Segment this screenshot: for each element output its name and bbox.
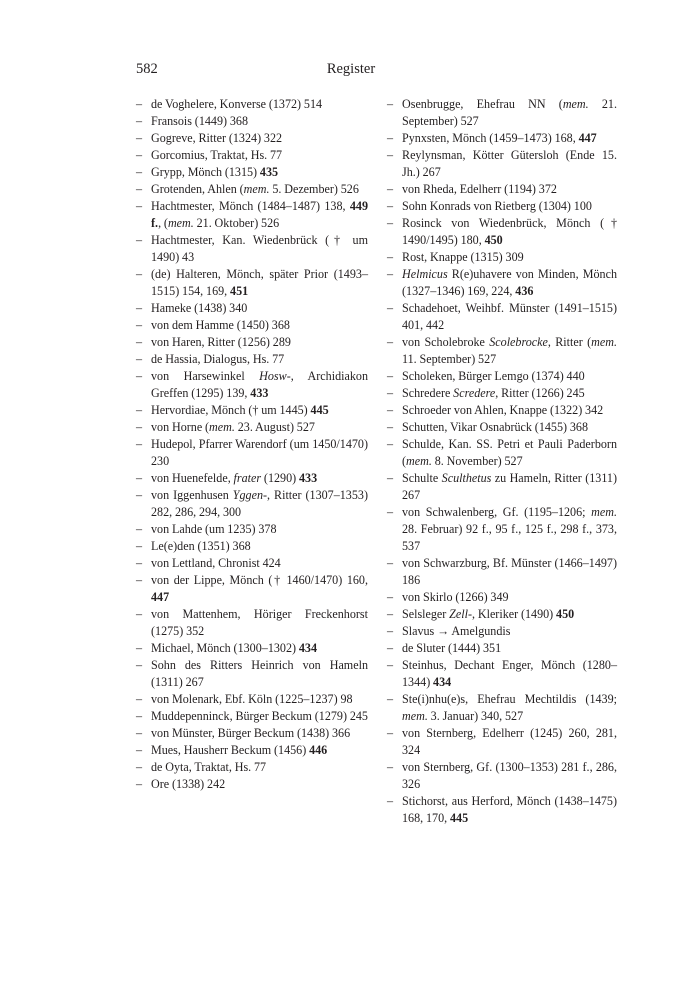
index-entry (387, 657, 617, 691)
entry-text: Schroeder von Ahlen, Knappe (1322) 342 (402, 403, 604, 417)
index-entry (387, 589, 617, 606)
entry-text: Rosinck von Wiedenbrück, Mönch († 1490/1495) 180, (402, 216, 617, 247)
index-entry (387, 640, 617, 657)
index-entry (136, 555, 368, 572)
entry-dash: – (136, 658, 143, 672)
entry-page-ref-bold: 451 (230, 284, 249, 298)
entry-text: 3. Januar) 340, 527 (427, 709, 524, 723)
entry-italic-text: Hosw- (259, 369, 291, 383)
entry-italic-text: mem. (591, 505, 617, 519)
entry-page-ref-bold: 436 (515, 284, 534, 298)
entry-page-ref-bold: 433 (250, 386, 269, 400)
entry-text: , ( (158, 216, 168, 230)
entry-text: von dem Hamme (1450) 368 (151, 318, 290, 332)
entry-dash: – (136, 573, 143, 587)
entry-dash: – (136, 488, 143, 502)
index-entry (387, 555, 617, 589)
entry-italic-text: mem. (562, 97, 589, 111)
entry-text: Mues, Hausherr Beckum (1456) (151, 743, 310, 757)
entry-dash: – (136, 369, 143, 383)
index-entry (387, 436, 617, 470)
entry-text: , Ritter (1266) 245 (495, 386, 585, 400)
entry-text: 21. September) 527 (402, 97, 617, 128)
entry-page-ref-bold: 450 (484, 233, 503, 247)
index-entry (387, 793, 617, 827)
index-entry (136, 572, 368, 606)
entry-dash: – (136, 471, 143, 485)
index-entry (136, 351, 368, 368)
entry-text: Ste(i)nhu(e)s, Ehefrau Mechtildis (1439; (402, 692, 617, 706)
entry-dash: – (387, 369, 394, 383)
entry-dash: – (387, 148, 394, 162)
entry-page-ref-bold: 450 (556, 607, 575, 621)
index-entry (136, 725, 368, 742)
index-entry (136, 232, 368, 266)
entry-text: Osenbrugge, Ehefrau NN ( (402, 97, 563, 111)
index-column-right (387, 96, 617, 827)
entry-dash: – (387, 641, 394, 655)
entry-dash: – (136, 777, 143, 791)
entry-italic-text: Yggen- (232, 488, 268, 502)
entry-text: von Mattenhem, Höriger Freckenhorst (1275) 352 (151, 607, 368, 638)
entry-dash: – (387, 131, 394, 145)
entry-text: von Sternberg, Gf. (1300–1353) 281 f., 286, 326 (402, 760, 617, 791)
index-entry (387, 385, 617, 402)
entry-dash: – (136, 743, 143, 757)
entry-dash: – (387, 403, 394, 417)
entry-dash: – (387, 420, 394, 434)
entry-text: von Lahde (um 1235) 378 (151, 522, 277, 536)
entry-dash: – (387, 624, 394, 638)
entry-dash: – (136, 335, 143, 349)
entry-text: von Iggenhusen (151, 488, 233, 502)
entry-dash: – (136, 97, 143, 111)
index-entry (136, 300, 368, 317)
index-entry (136, 368, 368, 402)
entry-dash: – (136, 641, 143, 655)
entry-text: von Münster, Bürger Beckum (1438) 366 (151, 726, 351, 740)
entry-text: Hachtmester, Kan. Wiedenbrück († um 1490) 43 (151, 233, 368, 264)
entry-text: Hudepol, Pfarrer Warendorf (um 1450/1470) 230 (151, 437, 368, 468)
entry-text: von Horne ( (151, 420, 210, 434)
entry-text: Sohn des Ritters Heinrich von Hameln (1311) 267 (151, 658, 368, 689)
entry-text: 21. Oktober) 526 (193, 216, 280, 230)
entry-text: Scholeken, Bürger Lemgo (1374) 440 (402, 369, 585, 383)
entry-dash: – (387, 386, 394, 400)
entry-dash: – (136, 420, 143, 434)
entry-italic-text: mem. (243, 182, 270, 196)
entry-dash: – (387, 301, 394, 315)
entry-italic-text: Scolebrocke (489, 335, 548, 349)
entry-text: Gogreve, Ritter (1324) 322 (151, 131, 283, 145)
index-entry (387, 130, 617, 147)
entry-dash: – (387, 250, 394, 264)
index-entry (136, 691, 368, 708)
entry-dash: – (387, 437, 394, 451)
index-entry (387, 368, 617, 385)
index-entry (136, 113, 368, 130)
entry-dash: – (136, 199, 143, 213)
entry-dash: – (387, 692, 394, 706)
entry-dash: – (136, 607, 143, 621)
index-entry (136, 759, 368, 776)
entry-text: von Haren, Ritter (1256) 289 (151, 335, 291, 349)
index-entry (387, 691, 617, 725)
index-entry (136, 130, 368, 147)
entry-text: de Oyta, Traktat, Hs. 77 (151, 760, 267, 774)
entry-text: Sohn Konrads von Rietberg (1304) 100 (402, 199, 592, 213)
entry-dash: – (387, 760, 394, 774)
entry-text: Schredere (402, 386, 454, 400)
entry-text: Schulde, Kan. SS. Petri et Pauli Paderborn ( (402, 437, 617, 468)
entry-text: Ore (1338) 242 (151, 777, 226, 791)
entry-dash: – (387, 335, 394, 349)
index-entry (387, 725, 617, 759)
entry-text: von Molenark, Ebf. Köln (1225–1237) 98 (151, 692, 353, 706)
entry-text: de Voghelere, Konverse (1372) 514 (151, 97, 323, 111)
entry-dash: – (136, 692, 143, 706)
entry-page-ref-bold: 449 f. (151, 199, 368, 230)
index-entry (136, 147, 368, 164)
entry-dash: – (136, 131, 143, 145)
entry-text: 28. Februar) 92 f., 95 f., 125 f., 298 f., 373, 537 (402, 522, 617, 553)
entry-italic-text: Helmicus (402, 267, 448, 281)
entry-dash: – (136, 539, 143, 553)
page-number: 582 (136, 61, 158, 77)
entry-text: Hameke (1438) 340 (151, 301, 248, 315)
index-entry (387, 470, 617, 504)
index-entry (136, 402, 368, 419)
index-entry (136, 436, 368, 470)
entry-text: Grypp, Mönch (1315) (151, 165, 260, 179)
entry-text: zu Hameln, Ritter (1311) 267 (402, 471, 617, 502)
entry-dash: – (387, 471, 394, 485)
entry-italic-text: Zell- (449, 607, 472, 621)
entry-dash: – (387, 590, 394, 604)
entry-dash: – (136, 437, 143, 451)
page-header (136, 61, 566, 81)
entry-italic-text: Sculthetus (441, 471, 492, 485)
entry-text: von Schwarzburg, Bf. Münster (1466–1497) 186 (402, 556, 617, 587)
entry-text: Muddepenninck, Bürger Beckum (1279) 245 (151, 709, 368, 723)
entry-dash: – (136, 233, 143, 247)
entry-italic-text: mem. (591, 335, 617, 349)
entry-text: von Schwalenberg, Gf. (1195–1206; (402, 505, 592, 519)
entry-page-ref-bold: 435 (259, 165, 279, 179)
entry-text: 8. November) 527 (431, 454, 523, 468)
entry-text: de Sluter (1444) 351 (402, 641, 502, 655)
index-entry (136, 640, 368, 657)
entry-dash: – (136, 709, 143, 723)
entry-dash: – (387, 267, 394, 281)
entry-dash: – (387, 794, 394, 808)
entry-text: , Archidiakon Greffen (1295) 139, (151, 369, 369, 400)
entry-page-ref-bold: 447 (578, 131, 597, 145)
index-entry (136, 198, 368, 232)
entry-dash: – (136, 352, 143, 366)
entry-page-ref-bold: 434 (433, 675, 452, 689)
entry-italic-text: mem. (167, 216, 194, 230)
entry-dash: – (387, 97, 394, 111)
index-entry (387, 334, 617, 368)
entry-text: von Harsewinkel (151, 369, 260, 383)
entry-dash: – (136, 267, 143, 281)
entry-dash: – (387, 216, 394, 230)
entry-page-ref-bold: 433 (299, 471, 318, 485)
entry-dash: – (136, 726, 143, 740)
entry-text: Hervordiae, Mönch († um 1445) (151, 403, 311, 417)
index-entry (136, 606, 368, 640)
index-entry (136, 419, 368, 436)
entry-page-ref-bold: 434 (298, 641, 317, 655)
entry-italic-text: mem. (406, 454, 432, 468)
entry-text: von Lettland, Chronist 424 (151, 556, 281, 570)
entry-text: Stichorst, aus Herford, Mönch (1438–1475) 168, 170, (402, 794, 617, 825)
entry-text: Pynxsten, Mönch (1459–1473) 168, (402, 131, 579, 145)
index-entry (136, 334, 368, 351)
entry-dash: – (136, 301, 143, 315)
index-entry (387, 249, 617, 266)
entry-text: (1290) (261, 471, 299, 485)
entry-page-ref-bold: 447 (151, 590, 170, 604)
index-entry (136, 657, 368, 691)
entry-text: Slavus → Amelgundis (402, 624, 511, 638)
entry-text: Selsleger (402, 607, 450, 621)
entry-italic-text: Scredere (453, 386, 496, 400)
index-entry (387, 147, 617, 181)
entry-italic-text: mem. (209, 420, 235, 434)
entry-text: Le(e)den (1351) 368 (151, 539, 251, 553)
entry-text: Hachtmester, Mönch (1484–1487) 138, (151, 199, 350, 213)
index-entry (387, 215, 617, 249)
entry-text: , Ritter ( (547, 335, 592, 349)
entry-text: 11. September) 527 (402, 352, 497, 366)
entry-page-ref-bold: 446 (309, 743, 328, 757)
index-entry (136, 266, 368, 300)
entry-text: von Huenefelde, (151, 471, 234, 485)
entry-text: von Scholebroke (402, 335, 490, 349)
entry-dash: – (136, 403, 143, 417)
index-entry (387, 504, 617, 555)
entry-text: (de) Halteren, Mönch, später Prior (1493–1515) 154, 169, (151, 267, 368, 298)
entry-text: Gorcomius, Traktat, Hs. 77 (151, 148, 283, 162)
entry-text: 5. Dezember) 526 (269, 182, 359, 196)
entry-italic-text: mem. (402, 709, 428, 723)
running-title: Register (326, 61, 376, 77)
index-entry (387, 198, 617, 215)
index-entry (387, 402, 617, 419)
index-entry (387, 623, 617, 640)
entry-dash: – (136, 760, 143, 774)
entry-dash: – (136, 182, 143, 196)
entry-dash: – (387, 182, 394, 196)
entry-text: von Rheda, Edelherr (1194) 372 (402, 182, 557, 196)
entry-text: von Sternberg, Edelherr (1245) 260, 281, 324 (402, 726, 617, 757)
entry-text: , Kleriker (1490) (472, 607, 557, 621)
index-entry (387, 759, 617, 793)
entry-text: , Ritter (1307–1353) 282, 286, 294, 300 (151, 488, 368, 519)
entry-dash: – (387, 607, 394, 621)
entry-text: Fransois (1449) 368 (151, 114, 249, 128)
entry-dash: – (136, 522, 143, 536)
entry-page-ref-bold: 445 (449, 811, 469, 825)
entry-dash: – (387, 556, 394, 570)
entry-dash: – (387, 726, 394, 740)
entry-text: Grotenden, Ahlen ( (151, 182, 244, 196)
entry-dash: – (136, 165, 143, 179)
entry-text: Schadehoet, Weihbf. Münster (1491–1515) 401, 442 (402, 301, 617, 332)
entry-text: Rost, Knappe (1315) 309 (402, 250, 524, 264)
entry-text: de Hassia, Dialogus, Hs. 77 (151, 352, 285, 366)
index-entry (387, 96, 617, 130)
entry-text: von der Lippe, Mönch († 1460/1470) 160, (151, 573, 368, 587)
entry-text: Steinhus, Dechant Enger, Mönch (1280–1344) (402, 658, 617, 689)
index-entry (136, 521, 368, 538)
index-entry (136, 181, 368, 198)
index-entry (136, 470, 368, 487)
entry-text: Schutten, Vikar Osnabrück (1455) 368 (402, 420, 589, 434)
entry-text: Schulte (402, 471, 442, 485)
entry-dash: – (136, 114, 143, 128)
entry-dash: – (136, 318, 143, 332)
entry-text: Michael, Mönch (1300–1302) (151, 641, 299, 655)
index-entry (136, 708, 368, 725)
entry-dash: – (136, 556, 143, 570)
index-entry (136, 776, 368, 793)
entry-dash: – (387, 199, 394, 213)
index-column-left (136, 96, 368, 793)
entry-dash: – (387, 658, 394, 672)
entry-text: von Skirlo (1266) 349 (402, 590, 509, 604)
entry-dash: – (387, 505, 394, 519)
index-entry (387, 419, 617, 436)
entry-italic-text: frater (233, 471, 262, 485)
index-entry (387, 606, 617, 623)
entry-page-ref-bold: 445 (310, 403, 329, 417)
index-entry (136, 317, 368, 334)
entry-text: R(e)uhavere von Minden, Mönch (1327–1346) 169, 224, (402, 267, 617, 298)
index-entry (136, 742, 368, 759)
index-entry (387, 266, 617, 300)
index-entry (136, 538, 368, 555)
entry-text: Reylynsman, Kötter Gütersloh (Ende 15. Jh.) 267 (402, 148, 617, 179)
index-entry (136, 164, 368, 181)
entry-text: 23. August) 527 (234, 420, 315, 434)
index-entry (387, 181, 617, 198)
index-entry (136, 96, 368, 113)
entry-dash: – (136, 148, 143, 162)
index-entry (136, 487, 368, 521)
index-entry (387, 300, 617, 334)
